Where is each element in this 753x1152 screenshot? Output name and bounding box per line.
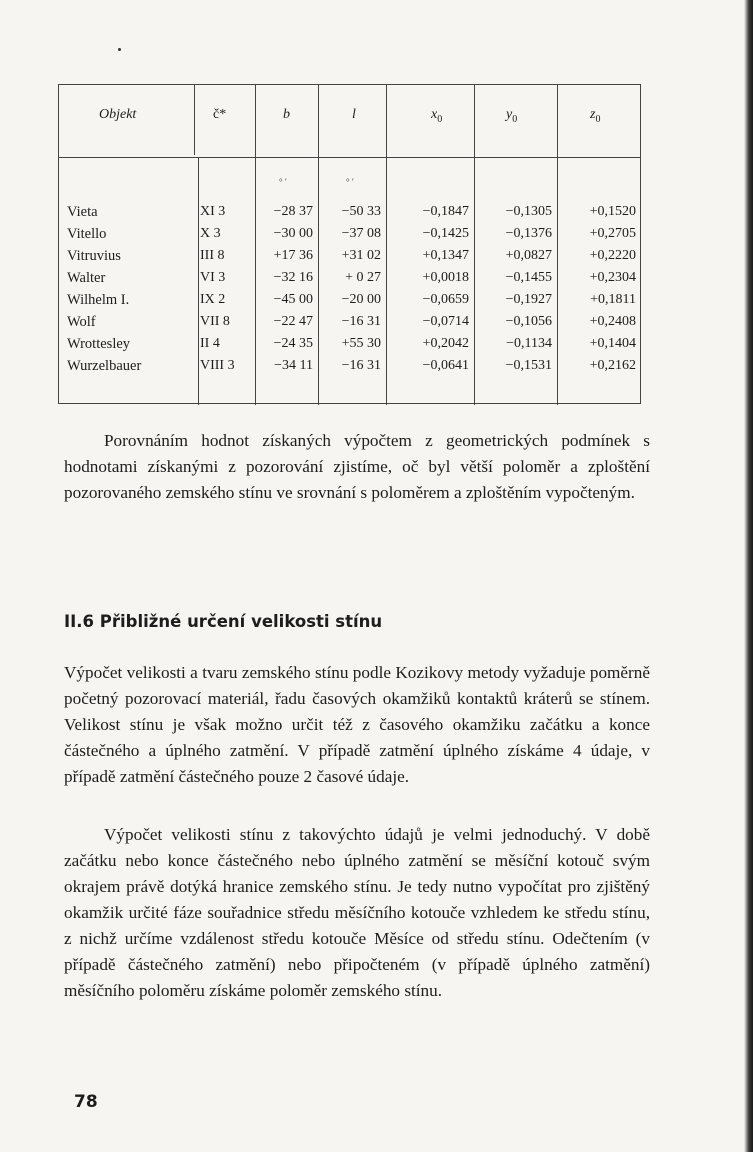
print-speck xyxy=(118,48,121,51)
col-divider xyxy=(318,85,319,405)
cell-b: −22 47 xyxy=(273,314,313,329)
unit-b: ° ′ xyxy=(279,177,287,187)
header-separator xyxy=(59,157,640,158)
cell-l: +55 30 xyxy=(341,336,381,351)
cell-c: II 4 xyxy=(200,336,220,351)
cell-z0: +0,2408 xyxy=(589,314,636,329)
cell-l: +31 02 xyxy=(341,248,381,263)
page-number: 78 xyxy=(74,1092,98,1112)
cell-objekt: Wrottesley xyxy=(67,336,131,352)
paragraph-method: Výpočet velikosti a tvaru zemského stínu podle Kozikovy metody vyžaduje poměrně početný pozorovací materiál, řadu časových okamžiků kontaktů kráterů se stínem. Velikost stínu je však možno určit též z časového okamžiku začátku a konce částečného a úplného zatmění. V případě zatmění úplného získáme 4 údaje, v případě zatmění částečného pouze 2 časové údaje. xyxy=(64,663,650,786)
header-b: b xyxy=(283,107,290,122)
column-c xyxy=(200,201,235,377)
header-y0: $y_0$ xyxy=(506,107,518,125)
column-l xyxy=(320,201,381,377)
col-divider xyxy=(198,157,199,405)
header-objekt: Objekt xyxy=(99,107,137,122)
cell-x0: −0,0659 xyxy=(422,292,469,307)
cell-b: +17 36 xyxy=(273,248,313,263)
cell-c: VII 8 xyxy=(200,314,230,329)
cell-z0: +0,1811 xyxy=(590,292,636,307)
cell-z0: +0,2162 xyxy=(589,358,636,373)
cell-z0: +0,2705 xyxy=(589,226,636,241)
cell-z0: +0,2220 xyxy=(589,248,636,263)
cell-l: −16 31 xyxy=(341,314,381,329)
cell-x0: −0,1425 xyxy=(422,226,469,241)
page-edge-shadow xyxy=(744,0,753,1152)
column-y0 xyxy=(477,201,552,377)
col-divider xyxy=(474,85,475,405)
column-x0 xyxy=(389,201,469,377)
cell-objekt: Vitello xyxy=(67,226,107,242)
col-divider xyxy=(255,85,256,405)
cell-c: IX 2 xyxy=(200,292,226,307)
cell-b: −30 00 xyxy=(273,226,313,241)
cell-x0: +0,2042 xyxy=(422,336,469,351)
cell-l: + 0 27 xyxy=(345,270,381,285)
column-objekt xyxy=(67,201,141,377)
cell-l: −50 33 xyxy=(341,204,381,219)
cell-c: III 8 xyxy=(200,248,225,263)
cell-l: −37 08 xyxy=(341,226,381,241)
cell-z0: +0,1520 xyxy=(589,204,636,219)
cell-b: −24 35 xyxy=(273,336,313,351)
cell-y0: −0,1305 xyxy=(505,204,552,219)
section-heading: II.6 Přibližné určení velikosti stínu xyxy=(64,612,383,631)
cell-objekt: Vitruvius xyxy=(67,248,121,264)
cell-z0: +0,2304 xyxy=(589,270,636,285)
cell-y0: +0,0827 xyxy=(505,248,552,263)
cell-objekt: Wilhelm I. xyxy=(67,292,130,308)
header-z0: $z_0$ xyxy=(590,107,601,125)
coordinates-table xyxy=(58,84,641,404)
cell-objekt: Vieta xyxy=(67,204,98,220)
cell-b: −45 00 xyxy=(273,292,313,307)
cell-x0: −0,1847 xyxy=(422,204,469,219)
cell-x0: +0,0018 xyxy=(422,270,469,285)
cell-c: VIII 3 xyxy=(200,358,235,373)
cell-x0: +0,1347 xyxy=(422,248,469,263)
cell-b: −28 37 xyxy=(273,204,313,219)
paragraph-comparison: Porovnáním hodnot získaných výpočtem z geometrických podmínek s hodnotami získanými z pozorování zjistíme, oč byl větší poloměr a zploštění pozorovaného zemského stínu ve srovnání s poloměrem a zploštěním vypočteným. xyxy=(64,431,650,502)
cell-l: −20 00 xyxy=(341,292,381,307)
cell-objekt: Wolf xyxy=(67,314,96,330)
cell-x0: −0,0641 xyxy=(422,358,469,373)
cell-y0: −0,1927 xyxy=(505,292,552,307)
cell-l: −16 31 xyxy=(341,358,381,373)
cell-c: X 3 xyxy=(200,226,221,241)
cell-b: −32 16 xyxy=(273,270,313,285)
cell-x0: −0,0714 xyxy=(422,314,469,329)
col-divider xyxy=(386,85,387,405)
col-divider xyxy=(557,85,558,405)
cell-b: −34 11 xyxy=(274,358,313,373)
unit-l: ° ′ xyxy=(346,177,354,187)
column-b xyxy=(257,201,313,377)
cell-y0: −0,1134 xyxy=(506,336,552,351)
cell-y0: −0,1376 xyxy=(505,226,552,241)
cell-objekt: Walter xyxy=(67,270,106,286)
column-z0 xyxy=(560,201,636,377)
cell-y0: −0,1455 xyxy=(505,270,552,285)
cell-c: XI 3 xyxy=(200,204,226,219)
cell-c: VI 3 xyxy=(200,270,226,285)
cell-z0: +0,1404 xyxy=(589,336,636,351)
header-l: l xyxy=(352,107,356,122)
cell-y0: −0,1056 xyxy=(505,314,552,329)
cell-objekt: Wurzelbauer xyxy=(67,358,142,374)
header-c: č* xyxy=(213,107,227,122)
header-x0: $x_0$ xyxy=(431,107,443,125)
cell-y0: −0,1531 xyxy=(505,358,552,373)
paragraph-calculation: Výpočet velikosti stínu z takovýchto údajů je velmi jednoduchý. V době začátku nebo konce částečného nebo úplného zatmění se měsíční kotouč svým okrajem právě dotýká hranice zemského stínu. Je tedy nutno vypočítat pro zjištěný okamžik určité fáze souřadnice středu měsíčního kotouče vzhledem ke středu stínu, z nichž určíme vzdálenost středu kotouče Měsíce od středu stínu. Odečtením (v případě částečného zatmění) nebo připočteném (v případě úplného zatmění) měsíčního poloměru získáme poloměr zemského stínu. xyxy=(64,825,650,1000)
col-divider xyxy=(194,85,195,155)
